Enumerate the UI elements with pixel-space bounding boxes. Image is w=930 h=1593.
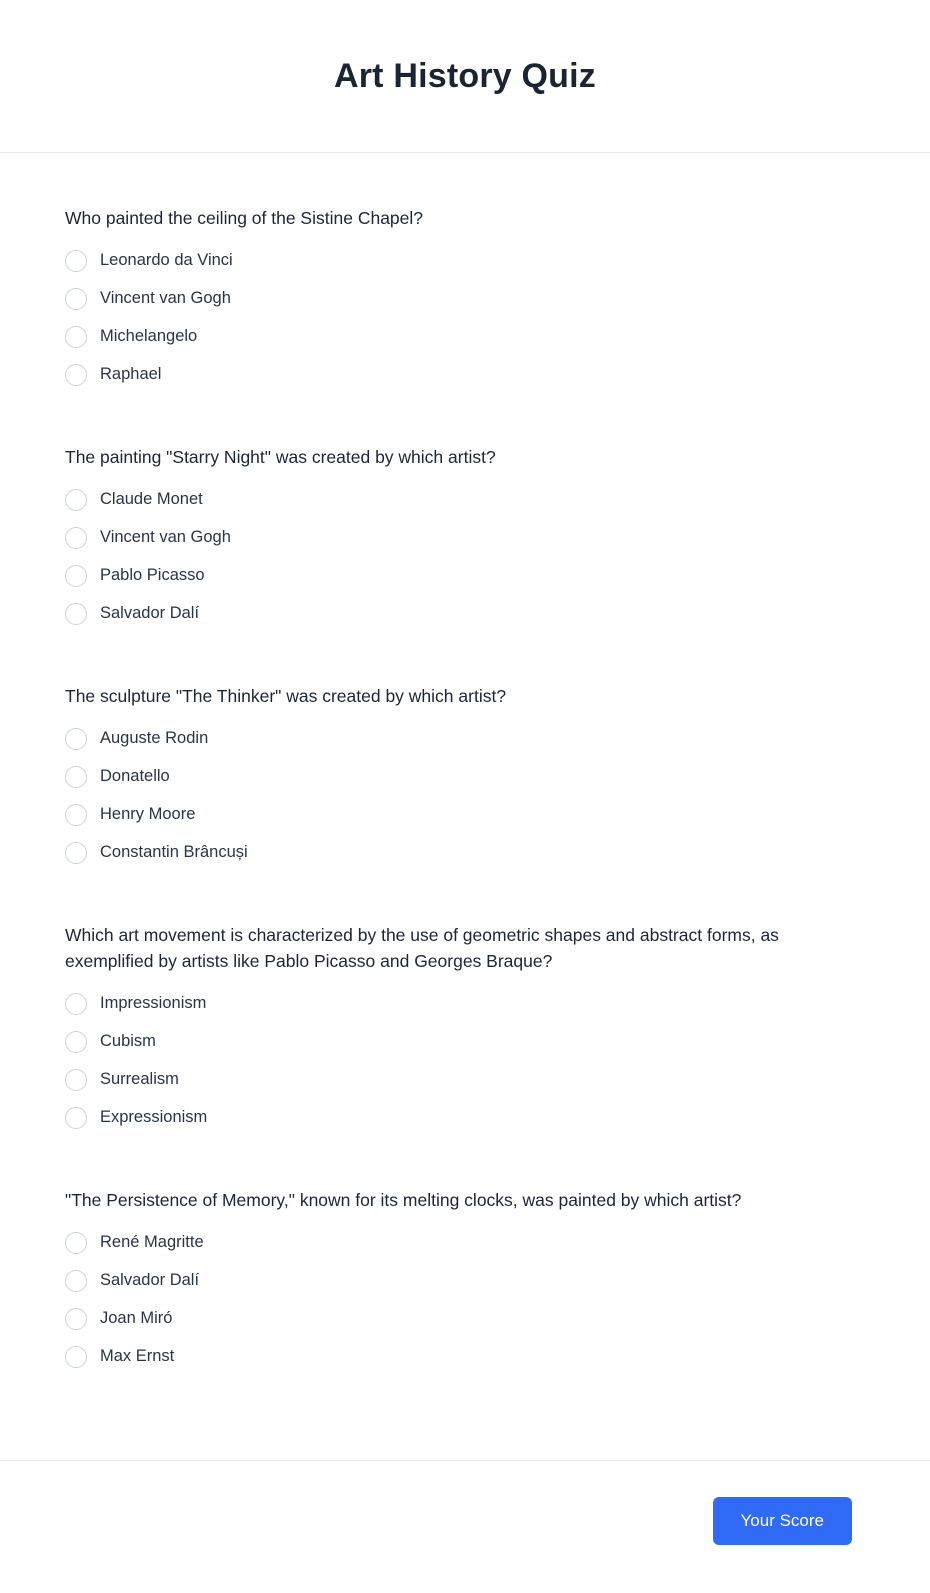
option-label: René Magritte [100, 1233, 204, 1251]
option-label: Salvador Dalí [100, 1271, 200, 1289]
answer-option[interactable] [65, 803, 865, 826]
answer-option[interactable] [65, 992, 865, 1015]
answer-option[interactable] [65, 1068, 865, 1091]
answer-option[interactable] [65, 564, 865, 587]
question-text: Which art movement is characterized by the use of geometric shapes and abstract forms, as exemplified by artists like Pablo Picasso and Georges Braque? [65, 925, 779, 971]
option-label: Auguste Rodin [100, 729, 209, 747]
question-block [65, 922, 865, 1129]
radio-button-icon[interactable] [65, 1069, 87, 1091]
option-label: Expressionism [100, 1108, 208, 1126]
radio-button-icon[interactable] [65, 993, 87, 1015]
answer-option[interactable] [65, 602, 865, 625]
answer-option[interactable] [65, 1269, 865, 1292]
answer-option[interactable] [65, 1106, 865, 1129]
radio-button-icon[interactable] [65, 728, 87, 750]
answer-option[interactable] [65, 287, 865, 310]
option-label: Donatello [100, 767, 170, 785]
radio-button-icon[interactable] [65, 364, 87, 386]
option-label: Raphael [100, 365, 162, 383]
radio-button-icon[interactable] [65, 1308, 87, 1330]
radio-button-icon[interactable] [65, 603, 87, 625]
answer-option[interactable] [65, 727, 865, 750]
radio-button-icon[interactable] [65, 1232, 87, 1254]
question-block [65, 444, 865, 625]
radio-button-icon[interactable] [65, 1346, 87, 1368]
option-label: Salvador Dalí [100, 604, 200, 622]
answer-option[interactable] [65, 526, 865, 549]
option-label: Constantin Brâncuși [100, 843, 248, 861]
question-text: "The Persistence of Memory," known for its melting clocks, was painted by which artist? [65, 1190, 742, 1210]
question-block [65, 683, 865, 864]
option-label: Joan Miró [100, 1309, 173, 1327]
question-text: Who painted the ceiling of the Sistine Chapel? [65, 208, 424, 228]
answer-option[interactable] [65, 363, 865, 386]
answer-option[interactable] [65, 1231, 865, 1254]
answer-option[interactable] [65, 325, 865, 348]
answer-option[interactable] [65, 1345, 865, 1368]
radio-button-icon[interactable] [65, 842, 87, 864]
option-label: Henry Moore [100, 805, 196, 823]
answer-option[interactable] [65, 249, 865, 272]
question-text: The sculpture "The Thinker" was created by which artist? [65, 686, 507, 706]
your-score-button[interactable]: Your Score [713, 1497, 852, 1545]
answer-option[interactable] [65, 1030, 865, 1053]
radio-button-icon[interactable] [65, 1107, 87, 1129]
question-block [65, 205, 865, 386]
question-block [65, 1187, 865, 1368]
page-title: Art History Quiz [333, 56, 596, 95]
question-list [0, 153, 930, 1460]
quiz-footer [0, 1460, 930, 1593]
option-label: Cubism [100, 1032, 156, 1050]
option-label: Pablo Picasso [100, 566, 205, 584]
answer-option[interactable] [65, 841, 865, 864]
radio-button-icon[interactable] [65, 1031, 87, 1053]
option-label: Max Ernst [100, 1347, 175, 1365]
question-text: The painting "Starry Night" was created by which artist? [65, 447, 496, 467]
radio-button-icon[interactable] [65, 804, 87, 826]
radio-button-icon[interactable] [65, 1270, 87, 1292]
option-label: Surrealism [100, 1070, 179, 1088]
radio-button-icon[interactable] [65, 326, 87, 348]
answer-option[interactable] [65, 1307, 865, 1330]
option-label: Leonardo da Vinci [100, 251, 233, 269]
option-label: Vincent van Gogh [100, 528, 231, 546]
quiz-header [0, 0, 930, 153]
answer-option[interactable] [65, 488, 865, 511]
radio-button-icon[interactable] [65, 250, 87, 272]
radio-button-icon[interactable] [65, 565, 87, 587]
radio-button-icon[interactable] [65, 288, 87, 310]
option-label: Vincent van Gogh [100, 289, 231, 307]
option-label: Michelangelo [100, 327, 198, 345]
option-label: Claude Monet [100, 490, 203, 508]
radio-button-icon[interactable] [65, 489, 87, 511]
option-label: Impressionism [100, 994, 207, 1012]
radio-button-icon[interactable] [65, 766, 87, 788]
radio-button-icon[interactable] [65, 527, 87, 549]
answer-option[interactable] [65, 765, 865, 788]
